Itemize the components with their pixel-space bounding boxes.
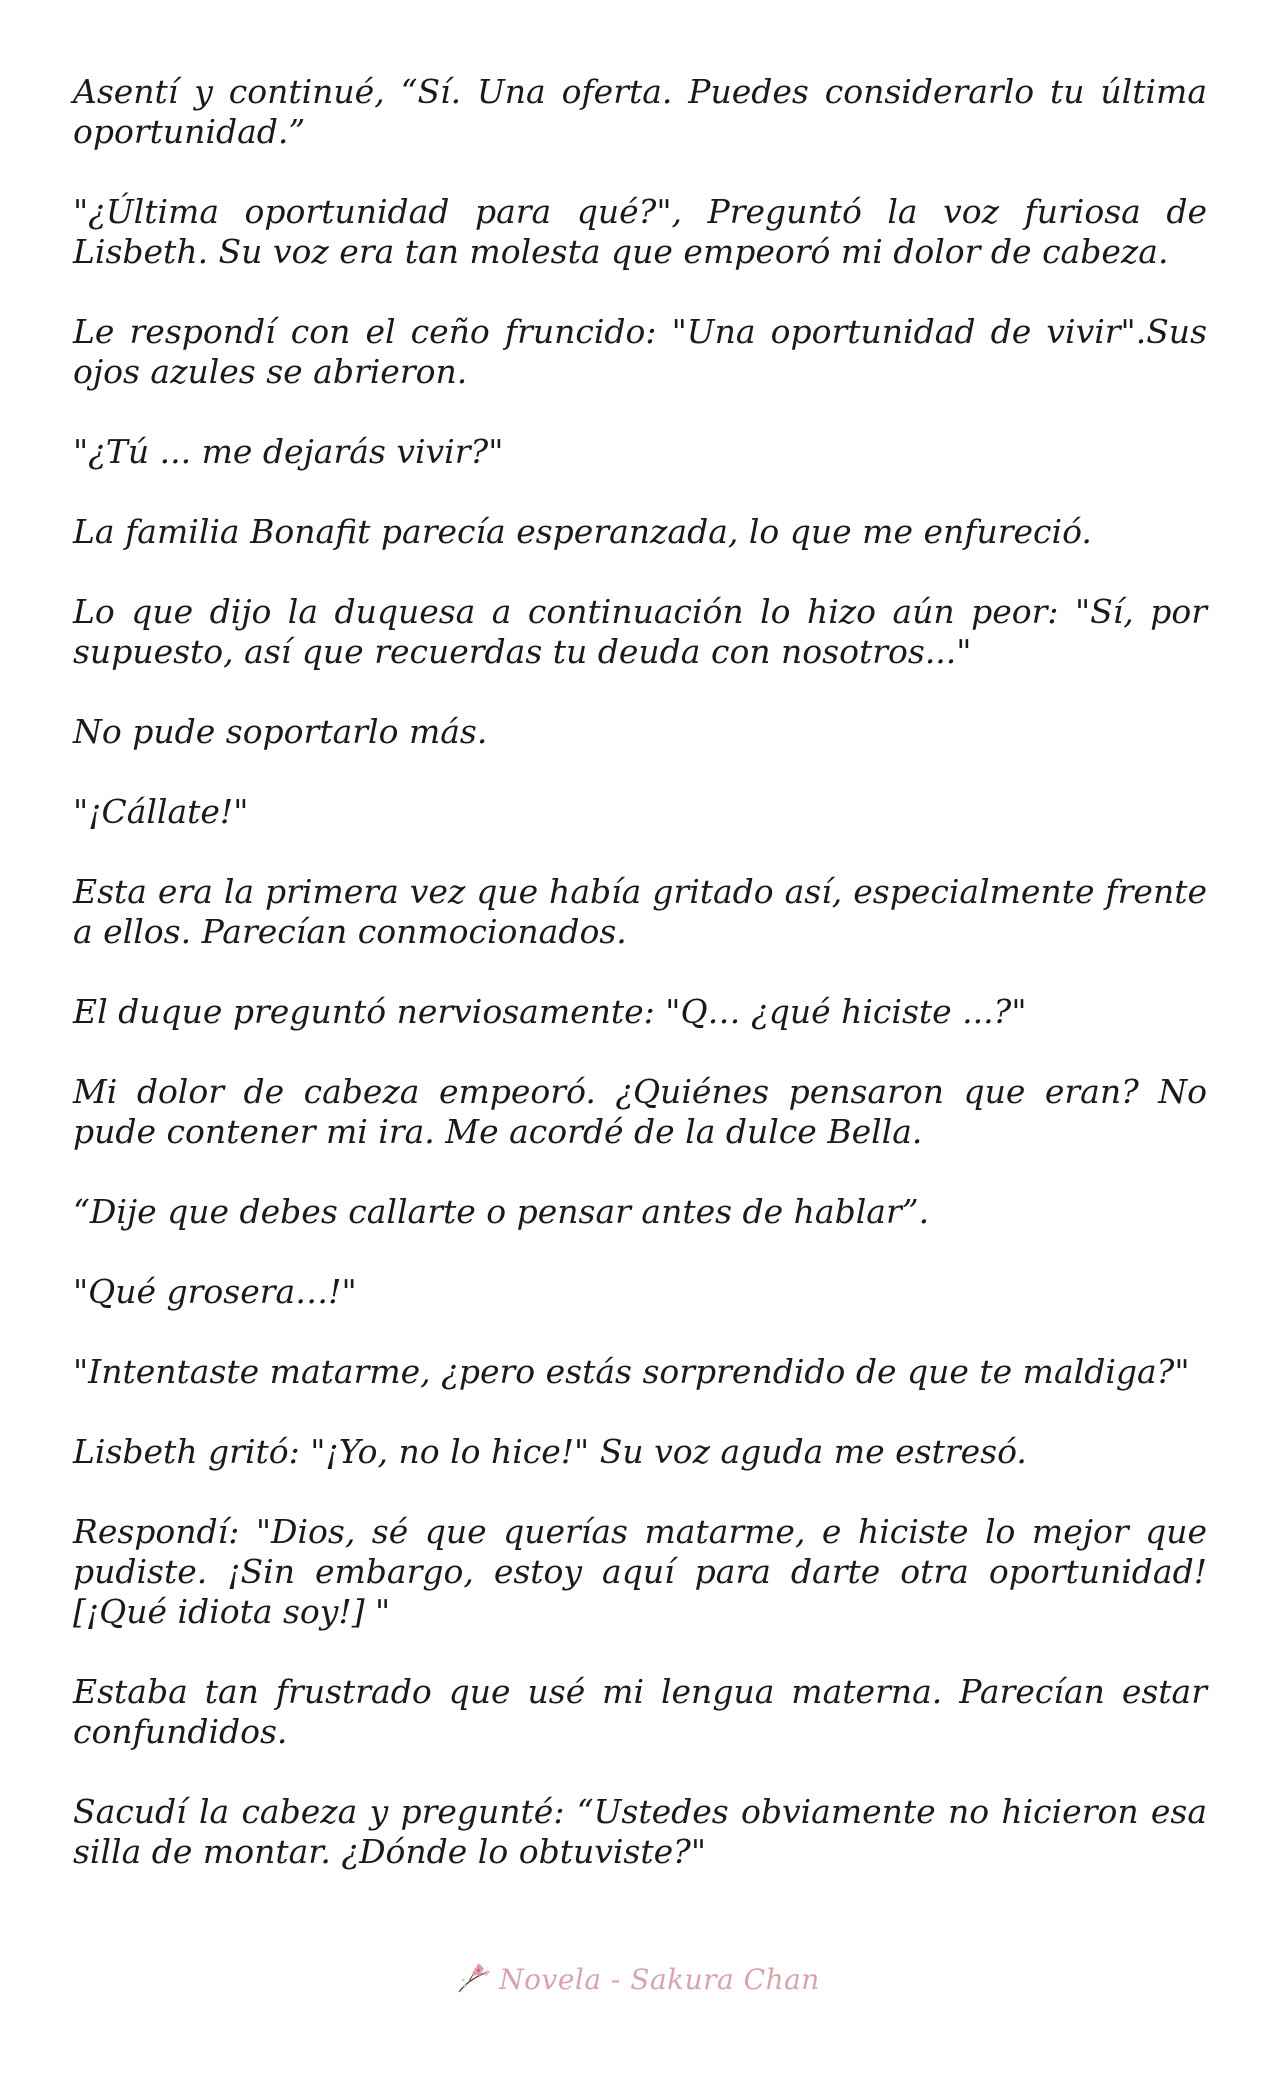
paragraph-3: Le respondí con el ceño fruncido: "Una oportunidad de vivir".Sus ojos azules se abrieron. xyxy=(73,312,1207,391)
paragraph-5: La familia Bonafit parecía esperanzada, lo que me enfureció. xyxy=(73,512,1092,551)
paragraph-13: "Qué grosera…!" xyxy=(73,1272,357,1311)
paragraph-17: Estaba tan frustrado que usé mi lengua materna. Parecían estar confundidos. xyxy=(73,1672,1207,1751)
paragraph-8: "¡Cállate!" xyxy=(73,792,249,831)
paragraph-11: Mi dolor de cabeza empeoró. ¿Quiénes pensaron que eran? No pude contener mi ira. Me acordé de la dulce Bella. xyxy=(73,1072,1207,1151)
footer-watermark xyxy=(0,1962,1275,1996)
paragraph-9: Esta era la primera vez que había gritado así, especialmente frente a ellos. Parecían conmocionados. xyxy=(73,872,1207,951)
paragraph-16: Respondí: "Dios, sé que querías matarme, e hiciste lo mejor que pudiste. ¡Sin embargo, estoy aquí para darte otra oportunidad! [¡Qué idiota soy!] " xyxy=(73,1512,1207,1631)
paragraph-2: "¿Última oportunidad para qué?", Preguntó la voz furiosa de Lisbeth. Su voz era tan molesta que empeoró mi dolor de cabeza. xyxy=(73,192,1207,271)
paragraph-6: Lo que dijo la duquesa a continuación lo hizo aún peor: "Sí, por supuesto, así que recuerdas tu deuda con nosotros..." xyxy=(73,592,1207,671)
paragraph-7: No pude soportarlo más. xyxy=(73,712,488,751)
cherry-blossom-icon xyxy=(455,1962,491,1996)
watermark-group xyxy=(455,1962,820,1996)
paragraph-15: Lisbeth gritó: "¡Yo, no lo hice!" Su voz aguda me estresó. xyxy=(73,1432,1027,1471)
paragraph-14: "Intentaste matarme, ¿pero estás sorprendido de que te maldiga?" xyxy=(73,1352,1190,1391)
paragraph-4: "¿Tú ... me dejarás vivir?" xyxy=(73,432,504,471)
watermark-text: Novela - Sakura Chan xyxy=(499,1962,820,1996)
paragraph-1: Asentí y continué, “Sí. Una oferta. Puedes considerarlo tu última oportunidad.” xyxy=(73,72,1207,151)
document-body xyxy=(73,72,1207,1912)
paragraph-12: “Dije que debes callarte o pensar antes de hablar”. xyxy=(73,1192,930,1231)
paragraph-10: El duque preguntó nerviosamente: "Q… ¿qué hiciste ...?" xyxy=(73,992,1027,1031)
paragraph-18: Sacudí la cabeza y pregunté: “Ustedes obviamente no hicieron esa silla de montar. ¿Dónde lo obtuviste?" xyxy=(73,1792,1207,1871)
